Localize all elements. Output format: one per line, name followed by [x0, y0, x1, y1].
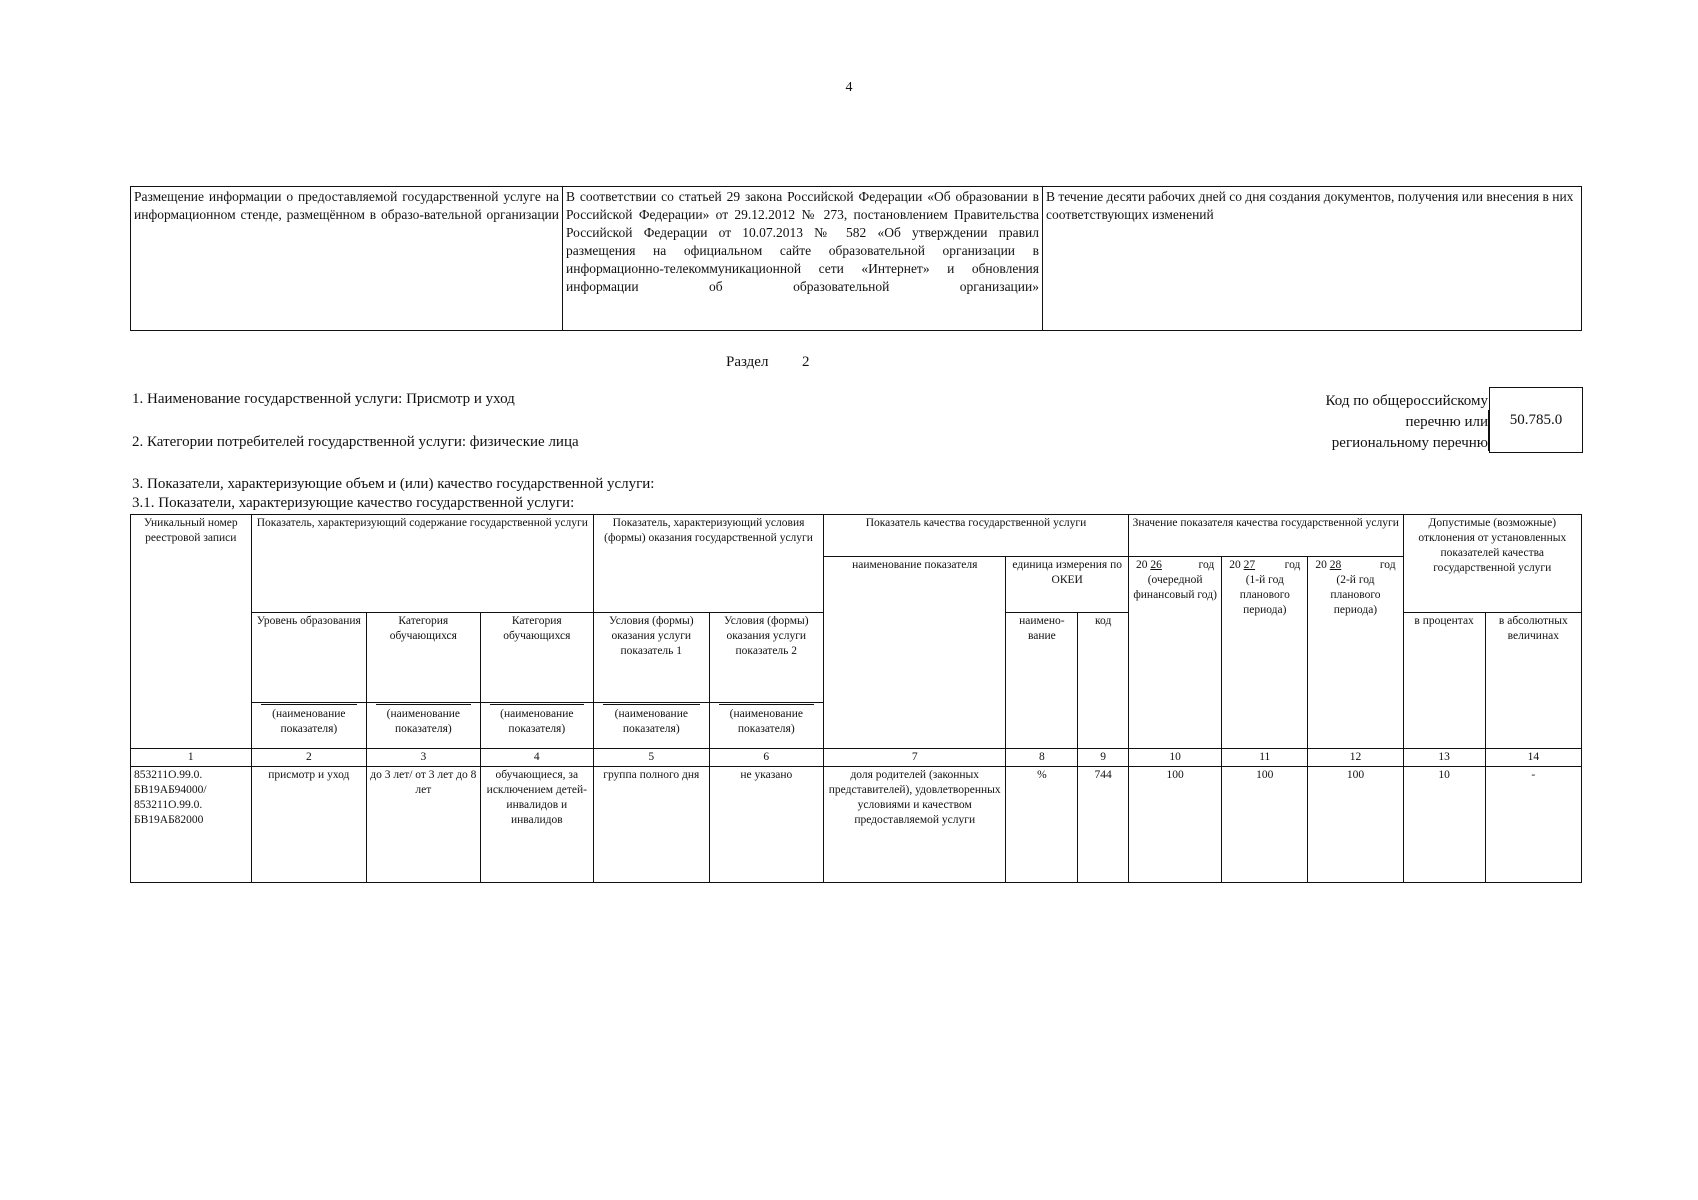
h-unique-number: Уникальный номер реестровой записи — [131, 515, 252, 749]
col-num: 4 — [480, 749, 593, 767]
h-sub-name-3: (наименование показателя) — [480, 703, 593, 749]
info-table — [130, 186, 1582, 331]
quality-table — [130, 514, 1582, 883]
col-num: 1 — [131, 749, 252, 767]
h-okei-unit: единица измерения по ОКЕИ — [1006, 557, 1129, 613]
cell-unit-name: % — [1006, 767, 1078, 883]
table-row — [131, 767, 1582, 883]
h-condition-2: Условия (формы) оказания услуги показатель 2 — [709, 613, 823, 703]
h-conditions-indicator: Показатель, характеризующий условия (формы) оказания государственной услуги — [594, 515, 824, 613]
info-col-placement: Размещение информации о предоставляемой государственной услуге на информационном стенде, размещённом в образо-вательной организации — [131, 187, 563, 331]
h-condition-1: Условия (формы) оказания услуги показатель 1 — [594, 613, 710, 703]
page-number: 4 — [845, 80, 853, 95]
code-label-line3: региональному перечню — [1331, 435, 1488, 451]
h-student-category-2: Категория обучающихся — [480, 613, 593, 703]
h-year-2026: 20 26 год (очередной финансовый год) — [1129, 557, 1222, 749]
h-indicator-value: Значение показателя качества государственной услуги — [1129, 515, 1404, 557]
cell-indicator-name: доля родителей (законных представителей), удовлетворенных условиями и качеством предоставляемой услуги — [824, 767, 1006, 883]
h-content-indicator: Показатель, характеризующий содержание государственной услуги — [251, 515, 593, 613]
h-sub-name-5: (наименование показателя) — [709, 703, 823, 749]
h-sub-name-2: (наименование показателя) — [367, 703, 480, 749]
h-student-category-1: Категория обучающихся — [367, 613, 480, 703]
col-num: 12 — [1308, 749, 1403, 767]
col-num: 11 — [1222, 749, 1308, 767]
cell-value-2028: 100 — [1308, 767, 1403, 883]
col-num: 10 — [1129, 749, 1222, 767]
h-indicator-name: наименование показателя — [824, 557, 1006, 749]
h-sub-name-4: (наименование показателя) — [594, 703, 710, 749]
column-number-row — [131, 749, 1582, 767]
section-label: Раздел — [726, 354, 769, 370]
h-unit-name: наимено-вание — [1006, 613, 1078, 749]
h-allowed-deviation: Допустимые (возможные) отклонения от установленных показателей качества государственной услуги — [1403, 515, 1581, 613]
cell-content-2: до 3 лет/ от 3 лет до 8 лет — [367, 767, 480, 883]
h-unit-code: код — [1078, 613, 1129, 749]
cell-value-2027: 100 — [1222, 767, 1308, 883]
section-heading — [726, 354, 809, 371]
col-num: 6 — [709, 749, 823, 767]
cell-value-2026: 100 — [1129, 767, 1222, 883]
code-label-line2: перечню или — [1405, 414, 1488, 430]
quality-heading: 3.1. Показатели, характеризующие качество государственной услуги: — [132, 495, 575, 511]
consumer-category: 2. Категории потребителей государственной услуги: физические лица — [132, 434, 579, 450]
h-deviation-percent: в процентах — [1403, 613, 1485, 749]
code-value-box — [1489, 387, 1583, 453]
service-name: 1. Наименование государственной услуги: Присмотр и уход — [132, 391, 515, 407]
col-num: 2 — [251, 749, 367, 767]
cell-condition-1: группа полного дня — [594, 767, 710, 883]
h-year-2028: 20 28 год (2-й год планового периода) — [1308, 557, 1403, 749]
section-number: 2 — [801, 354, 810, 370]
h-education-level: Уровень образования — [251, 613, 367, 703]
col-num: 14 — [1485, 749, 1581, 767]
info-col-frequency: В течение десяти рабочих дней со дня создания документов, получения или внесения в них соответствующих изменений — [1043, 187, 1582, 331]
h-year-2027: 20 27 год (1-й год планового периода) — [1222, 557, 1308, 749]
h-sub-name-1: (наименование показателя) — [251, 703, 367, 749]
cell-content-3: обучающиеся, за исключением детей-инвалидов и инвалидов — [480, 767, 593, 883]
h-deviation-absolute: в абсолютных величинах — [1485, 613, 1581, 749]
col-num: 8 — [1006, 749, 1078, 767]
cell-condition-2: не указано — [709, 767, 823, 883]
cell-deviation-percent: 10 — [1403, 767, 1485, 883]
col-num: 7 — [824, 749, 1006, 767]
indicators-heading: 3. Показатели, характеризующие объем и (или) качество государственной услуги: — [132, 476, 655, 492]
col-num: 5 — [594, 749, 710, 767]
col-num: 3 — [367, 749, 480, 767]
code-value: 50.785.0 — [1509, 411, 1563, 428]
cell-deviation-absolute: - — [1485, 767, 1581, 883]
col-num: 13 — [1403, 749, 1485, 767]
info-col-basis: В соответствии со статьей 29 закона Российской Федерации «Об образовании в Российской Федерации» от 29.12.2012 № 273, постановлением Правительства Российской Федерации от 10.07.2013 № 582 «Об утверждении правил размещения на официальном сайте образовательной организации в информационно-телекоммуникационной сети «Интернет» и обновления информации об образовательной организации» — [563, 187, 1043, 331]
cell-unit-code: 744 — [1078, 767, 1129, 883]
cell-unique-number: 853211О.99.0. БВ19АБ94000/ 853211О.99.0. БВ19АБ82000 — [131, 767, 252, 883]
col-num: 9 — [1078, 749, 1129, 767]
code-label — [1290, 391, 1488, 454]
cell-content-1: присмотр и уход — [251, 767, 367, 883]
code-label-line1: Код по общероссийскому — [1325, 393, 1488, 409]
h-quality-indicator: Показатель качества государственной услуги — [824, 515, 1129, 557]
